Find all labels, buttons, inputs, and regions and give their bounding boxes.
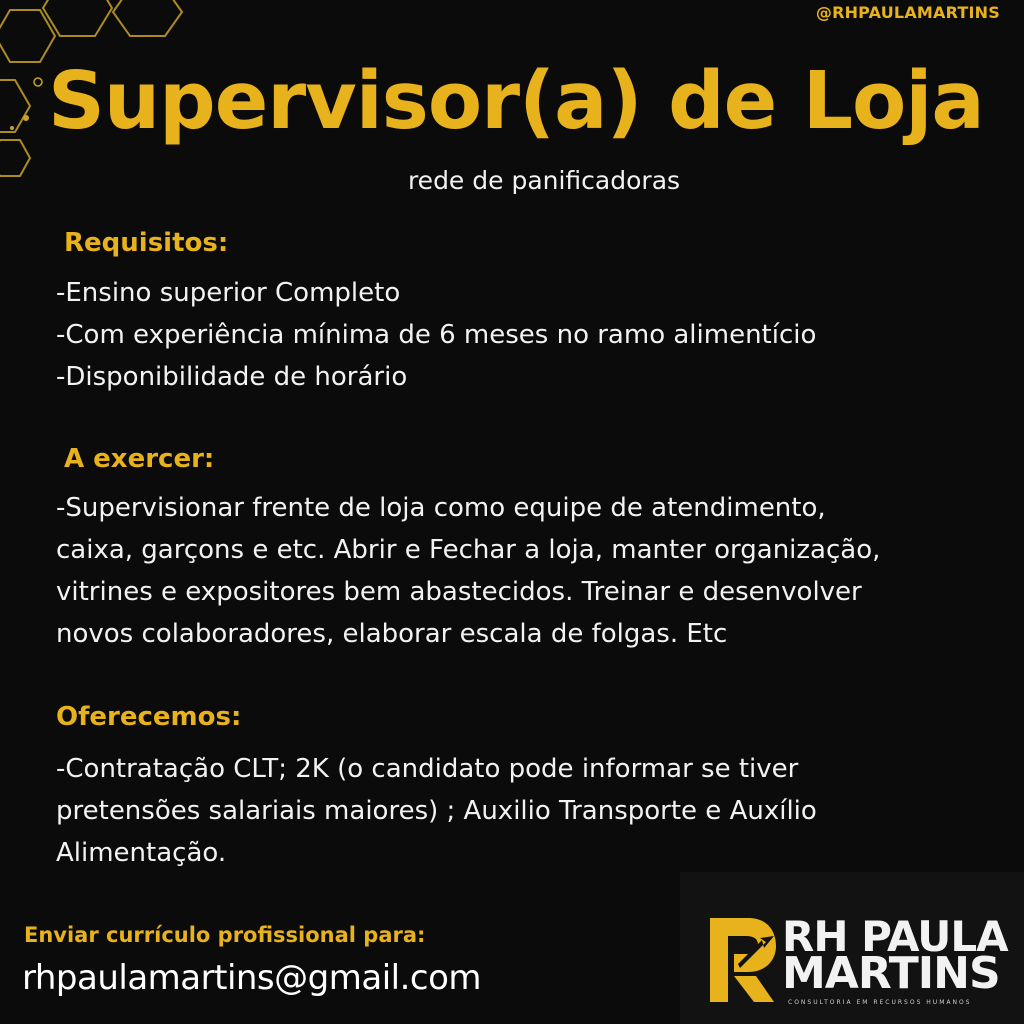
- exercer-line: -Supervisionar frente de loja como equipe de atendimento,: [56, 493, 826, 523]
- exercer-line: novos colaboradores, elaborar escala de folgas. Etc: [56, 619, 728, 649]
- oferecemos-line: pretensões salariais maiores) ; Auxilio Transporte e Auxílio: [56, 796, 817, 826]
- rh-logo-mark-icon: [704, 914, 780, 1006]
- subtitle: rede de panificadoras: [407, 166, 681, 195]
- requisito-item: -Com experiência mínima de 6 meses no ramo alimentício: [56, 320, 817, 350]
- exercer-line: caixa, garçons e etc. Abrir e Fechar a loja, manter organização,: [56, 535, 881, 565]
- exercer-text: [56, 487, 880, 655]
- contact-label: Enviar currículo profissional para:: [24, 923, 426, 947]
- requisito-item: -Ensino superior Completo: [56, 278, 401, 308]
- logo-text-line2: MARTINS: [782, 948, 1000, 999]
- logo-tagline: CONSULTORIA EM RECURSOS HUMANOS: [788, 999, 972, 1006]
- requisito-item: -Disponibilidade de horário: [56, 362, 408, 392]
- logo-text-line1: RH PAULA: [782, 912, 1008, 961]
- oferecemos-line: Alimentação.: [56, 838, 227, 868]
- oferecemos-text: [56, 748, 817, 874]
- requisitos-list: [56, 272, 816, 398]
- page-title: Supervisor(a) de Loja: [48, 55, 984, 147]
- exercer-line: vitrines e expositores bem abastecidos. Treinar e desenvolver: [56, 577, 862, 607]
- oferecemos-line: -Contratação CLT; 2K (o candidato pode informar se tiver: [56, 754, 799, 784]
- social-handle: @RHPAULAMARTINS: [815, 3, 1000, 22]
- contact-email[interactable]: rhpaulamartins@gmail.com: [22, 958, 482, 998]
- exercer-heading: A exercer:: [64, 444, 215, 474]
- oferecemos-heading: Oferecemos:: [56, 702, 242, 732]
- requisitos-heading: Requisitos:: [64, 228, 229, 258]
